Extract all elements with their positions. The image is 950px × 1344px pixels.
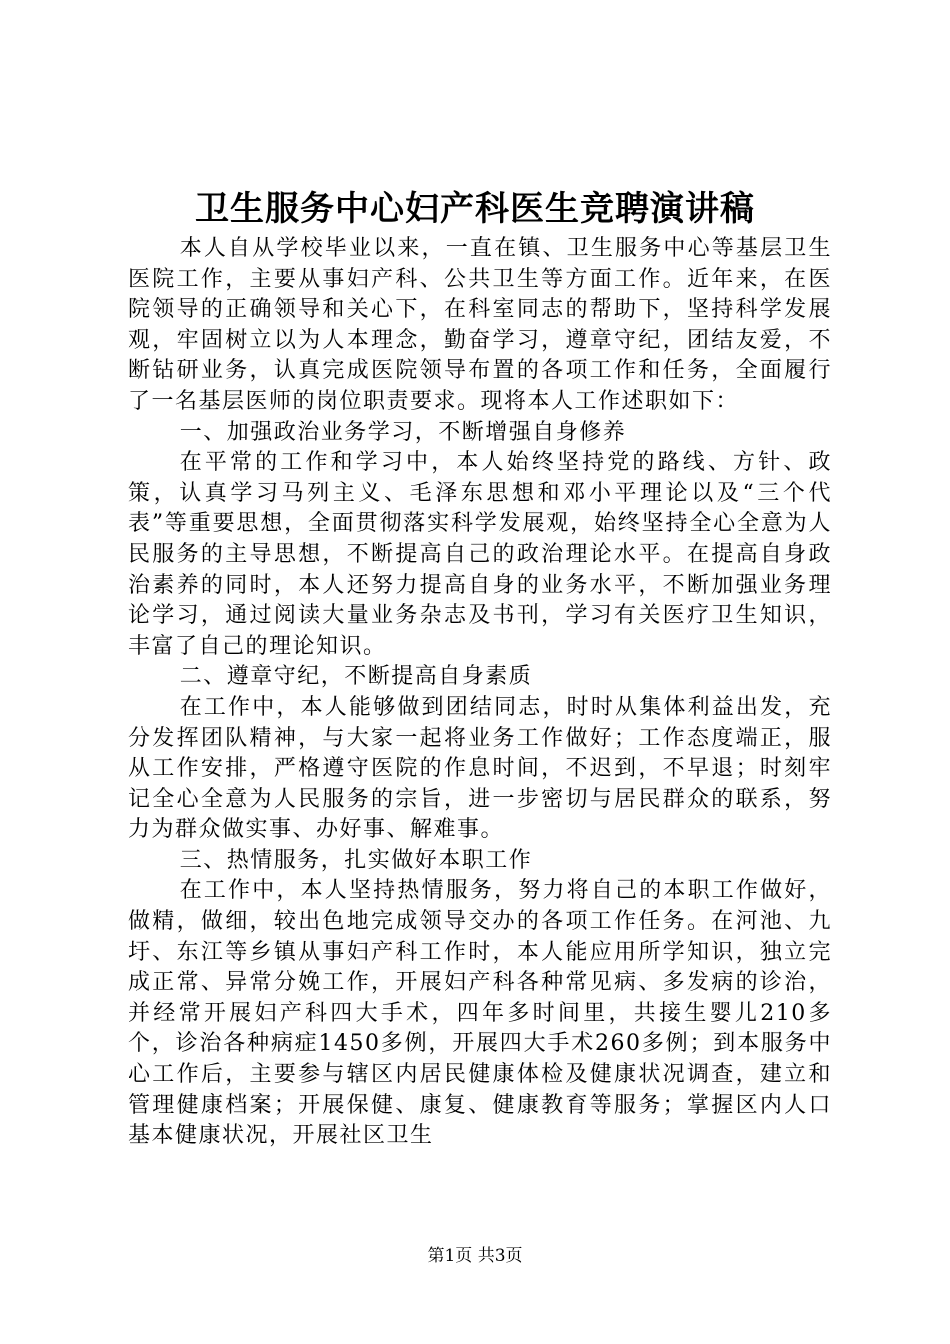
- document-body: [128, 234, 832, 1152]
- section-text-1: 在平常的工作和学习中，本人始终坚持党的路线、方针、政策，认真学习马列主义、毛泽东思想和邓小平理论以及“三个代表”等重要思想，全面贯彻落实科学发展观，始终坚持全心全意为人民服务的主导思想，不断提高自己的政治理论水平。在提高自身政治素养的同时，本人还努力提高自身的业务水平，不断加强业务理论学习，通过阅读大量业务杂志及书刊，学习有关医疗卫生知识，丰富了自己的理论知识。: [128, 450, 832, 659]
- section-heading-3: 三、热情服务，扎实做好本职工作: [179, 847, 533, 873]
- intro-paragraph: 本人自从学校毕业以来，一直在镇、卫生服务中心等基层卫生医院工作，主要从事妇产科、公共卫生等方面工作。近年来，在医院领导的正确领导和关心下，在科室同志的帮助下，坚持科学发展观，牢固树立以为人本理念，勤奋学习，遵章守纪，团结友爱，不断钻研业务，认真完成医院领导布置的各项工作和任务，全面履行了一名基层医师的岗位职责要求。现将本人工作述职如下：: [128, 236, 832, 414]
- section-heading-1: 一、加强政治业务学习，不断增强自身修养: [179, 419, 627, 445]
- document-title: 卫生服务中心妇产科医生竞聘演讲稿: [195, 189, 755, 229]
- section-text-2: 在工作中，本人能够做到团结同志，时时从集体利益出发，充分发挥团队精神，与大家一起将业务工作做好；工作态度端正，服从工作安排，严格遵守医院的作息时间，不迟到，不早退；时刻牢记全心全意为人民服务的宗旨，进一步密切与居民群众的联系，努力为群众做实事、办好事、解难事。: [128, 694, 832, 843]
- section-text-3: 在工作中，本人坚持热情服务，努力将自己的本职工作做好，做精，做细，较出色地完成领导交办的各项工作任务。在河池、九圩、东江等乡镇从事妇产科工作时，本人能应用所学知识，独立完成正常、异常分娩工作，开展妇产科各种常见病、多发病的诊治，并经常开展妇产科四大手术，四年多时间里，共接生婴儿210多个，诊治各种病症1450多例，开展四大手术260多例；到本服务中心工作后，主要参与辖区内居民健康体检及健康状况调查，建立和管理健康档案；开展保健、康复、健康教育等服务；掌握区内人口基本健康状况，开展社区卫生: [128, 878, 832, 1149]
- section-heading-2: 二、遵章守纪，不断提高自身素质: [179, 664, 533, 690]
- page-footer: 第1页 共3页: [427, 1246, 523, 1266]
